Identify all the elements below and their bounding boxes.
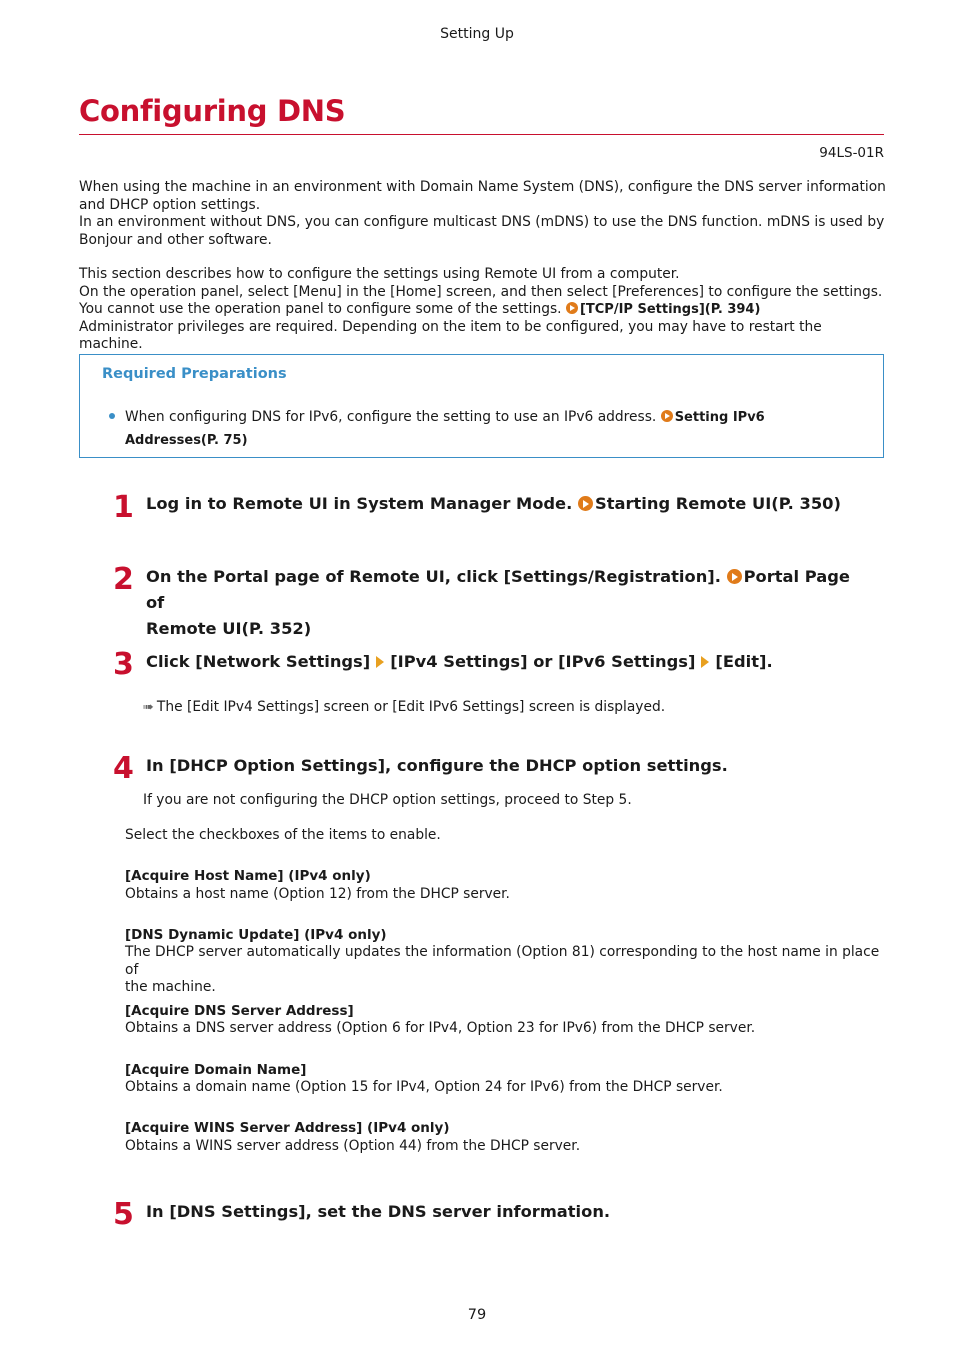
step-4-text: In [DHCP Option Settings], configure the DHCP option settings.: [146, 756, 728, 775]
step-number-2: 2: [113, 562, 134, 597]
description-line: the machine.: [125, 979, 216, 995]
option-description: Obtains a domain name (Option 15 for IPv4, Option 24 for IPv6) from the DHCP server.: [125, 1079, 723, 1095]
document-id: 94LS-01R: [819, 145, 884, 161]
step-5-text: In [DNS Settings], set the DNS server information.: [146, 1202, 611, 1221]
step-number-3: 3: [113, 647, 134, 682]
link-label: Setting IPv6: [674, 410, 765, 425]
intro-line: When using the machine in an environment with Domain Name System (DNS), configure the DNS server information: [79, 179, 886, 195]
intro-paragraph-1: [79, 179, 889, 249]
step-4-note: If you are not configuring the DHCP option settings, proceed to Step 5.: [143, 792, 632, 808]
option-label: [Acquire Domain Name]: [125, 1062, 307, 1078]
starting-remote-ui-link[interactable]: [578, 494, 841, 513]
required-preparations-item: [125, 406, 775, 452]
breadcrumb-triangle-icon: [701, 656, 709, 668]
link-arrow-icon: [566, 302, 578, 314]
option-label: [Acquire DNS Server Address]: [125, 1003, 354, 1019]
option-description: [125, 944, 885, 997]
intro-line: In an environment without DNS, you can configure multicast DNS (mDNS) to use the DNS function. mDNS is used by: [79, 214, 885, 230]
step-4-instruction: Select the checkboxes of the items to enable.: [125, 827, 441, 843]
tcpip-settings-link[interactable]: [566, 302, 760, 317]
option-description: Obtains a host name (Option 12) from the DHCP server.: [125, 886, 510, 902]
link-arrow-icon: [727, 569, 742, 584]
step-instruction: On the Portal page of Remote UI, click [Settings/Registration].: [146, 567, 721, 586]
link-arrow-icon: [661, 410, 673, 422]
step-number-5: 5: [113, 1197, 134, 1232]
intro-line: and DHCP option settings.: [79, 196, 261, 213]
link-label: [TCP/IP Settings](P. 394): [579, 302, 761, 317]
running-header: Setting Up: [440, 26, 514, 42]
intro-line: Bonjour and other software.: [79, 231, 272, 248]
intro-line: [79, 301, 889, 319]
intro-text: You cannot use the operation panel to configure some of the settings.: [79, 301, 562, 317]
option-description: Obtains a DNS server address (Option 6 for IPv4, Option 23 for IPv6) from the DHCP server.: [125, 1020, 756, 1036]
link-label: Addresses(P. 75): [125, 433, 248, 448]
breadcrumb-triangle-icon: [376, 656, 384, 668]
step-number-4: 4: [113, 751, 134, 786]
step-1-text: [146, 491, 866, 517]
step-instruction: Click [Network Settings]: [146, 652, 371, 671]
link-label: Remote UI(P. 352): [146, 619, 312, 638]
option-label: [Acquire Host Name] (IPv4 only): [125, 868, 371, 884]
page-title: Configuring DNS: [79, 94, 346, 128]
option-label: [Acquire WINS Server Address] (IPv4 only): [125, 1120, 450, 1136]
required-preparations-title: Required Preparations: [102, 366, 287, 382]
step-instruction: [IPv4 Settings] or [IPv6 Settings]: [390, 652, 696, 671]
step-instruction: Log in to Remote UI in System Manager Mode.: [146, 494, 573, 513]
step-3-result: [143, 699, 863, 717]
option-description: Obtains a WINS server address (Option 44) from the DHCP server.: [125, 1138, 581, 1154]
title-divider: [79, 134, 884, 135]
intro-line: Administrator privileges are required. Depending on the item to be configured, you may have to restart the machine.: [79, 318, 822, 352]
intro-line: This section describes how to configure the settings using Remote UI from a computer.: [79, 266, 680, 282]
link-arrow-icon: [578, 496, 593, 511]
result-arrow-icon: ➠: [143, 700, 152, 715]
link-label: Portal Page of: [146, 567, 850, 612]
bullet-dot-icon: [109, 413, 115, 419]
step-3-text: [146, 649, 866, 675]
step-number-1: 1: [113, 490, 134, 525]
intro-line: On the operation panel, select [Menu] in the [Home] screen, and then select [Preferences] to configure the settings.: [79, 283, 883, 300]
result-text: The [Edit IPv4 Settings] screen or [Edit IPv6 Settings] screen is displayed.: [156, 699, 666, 715]
page-number: 79: [467, 1307, 487, 1323]
prep-text: When configuring DNS for IPv6, configure the setting to use an IPv6 address.: [125, 409, 657, 425]
description-line: The DHCP server automatically updates the information (Option 81) corresponding to the host name in place of: [125, 944, 880, 978]
option-label: [DNS Dynamic Update] (IPv4 only): [125, 927, 387, 943]
step-instruction: [Edit].: [715, 652, 773, 671]
intro-paragraph-2: [79, 266, 889, 354]
step-2-text: [146, 564, 866, 642]
link-label: Starting Remote UI(P. 350): [594, 494, 841, 513]
